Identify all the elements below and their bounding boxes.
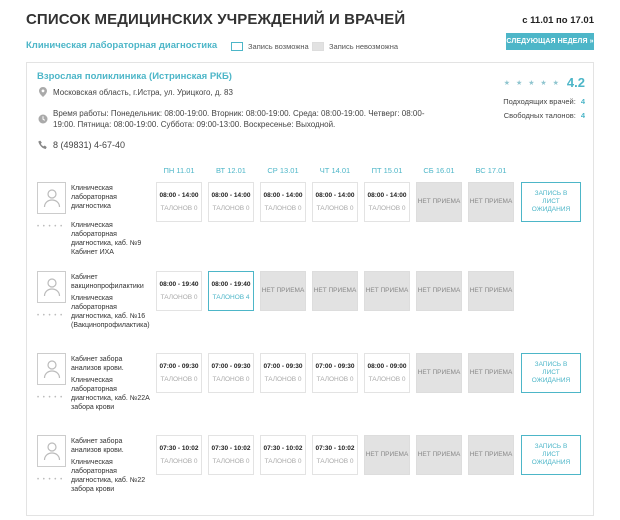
slot-unavailable bbox=[416, 182, 462, 222]
slot-time: 07:00 - 09:30 bbox=[263, 363, 303, 370]
slot-none-label: НЕТ ПРИЕМА bbox=[469, 369, 513, 376]
slot bbox=[156, 271, 202, 311]
slot-time: 08:00 - 14:00 bbox=[367, 192, 407, 199]
slot bbox=[208, 353, 254, 393]
clinic-phone bbox=[37, 140, 125, 150]
doctor-avatar bbox=[37, 182, 66, 214]
doctor-rating-dots: • • • • • bbox=[37, 477, 64, 483]
doctor-rating-dots: • • • • • bbox=[37, 224, 64, 230]
matching-doctors-label: Подходящих врачей: bbox=[503, 97, 576, 106]
slot-unavailable bbox=[312, 271, 358, 311]
doctor-name[interactable]: Кабинет вакцинопрофилактики bbox=[71, 274, 144, 290]
slot bbox=[312, 182, 358, 222]
day-header: ЧТ 14.01 bbox=[319, 166, 351, 175]
slot-unavailable bbox=[416, 435, 462, 475]
location-pin-icon bbox=[37, 87, 49, 97]
slot-unavailable bbox=[468, 271, 514, 311]
slot bbox=[260, 353, 306, 393]
slot-none-label: НЕТ ПРИЕМА bbox=[417, 451, 461, 458]
date-range: с 11.01 по 17.01 bbox=[522, 15, 594, 26]
slot bbox=[312, 435, 358, 475]
slot bbox=[312, 353, 358, 393]
clinic-hours bbox=[37, 108, 437, 130]
slot-time: 07:00 - 09:30 bbox=[315, 363, 355, 370]
slot-time: 08:00 - 19:40 bbox=[211, 281, 251, 288]
clinic-name[interactable]: Взрослая поликлиника (Истринская РКБ) bbox=[37, 71, 232, 82]
slot-none-label: НЕТ ПРИЕМА bbox=[313, 287, 357, 294]
slot-unavailable bbox=[468, 435, 514, 475]
slot-tickets: ТАЛОНОВ 0 bbox=[212, 458, 250, 465]
slot-time: 08:00 - 19:40 bbox=[159, 281, 199, 288]
free-tickets-count: 4 bbox=[580, 111, 585, 120]
user-silhouette-icon bbox=[43, 441, 61, 461]
page-title: СПИСОК МЕДИЦИНСКИХ УЧРЕЖДЕНИЙ И ВРАЧЕЙ bbox=[26, 11, 406, 28]
slot-unavailable bbox=[260, 271, 306, 311]
slot-time: 07:30 - 10:02 bbox=[263, 445, 303, 452]
doctor-avatar bbox=[37, 353, 66, 385]
next-week-button[interactable]: СЛЕДУЮЩАЯ НЕДЕЛЯ » bbox=[506, 33, 594, 50]
slot-tickets: ТАЛОНОВ 0 bbox=[264, 205, 302, 212]
slot-tickets: ТАЛОНОВ 0 bbox=[212, 376, 250, 383]
doctor-avatar bbox=[37, 271, 66, 303]
clinic-card bbox=[26, 62, 594, 516]
slot bbox=[260, 182, 306, 222]
slot-unavailable bbox=[364, 271, 410, 311]
slot-time: 08:00 - 09:00 bbox=[367, 363, 407, 370]
slot-tickets: ТАЛОНОВ 0 bbox=[160, 294, 198, 301]
slot-tickets: ТАЛОНОВ 0 bbox=[160, 458, 198, 465]
specialty-subtitle: Клиническая лабораторная диагностика bbox=[26, 40, 218, 51]
slot bbox=[208, 182, 254, 222]
slot-none-label: НЕТ ПРИЕМА bbox=[365, 287, 409, 294]
free-tickets-stat bbox=[504, 111, 585, 120]
matching-doctors-count: 4 bbox=[580, 97, 585, 106]
day-header: ВТ 12.01 bbox=[216, 166, 246, 175]
slot bbox=[156, 353, 202, 393]
slot-none-label: НЕТ ПРИЕМА bbox=[365, 451, 409, 458]
legend-available bbox=[231, 42, 309, 51]
slot-tickets: ТАЛОНОВ 0 bbox=[264, 376, 302, 383]
rating bbox=[504, 75, 585, 90]
doctor-row bbox=[27, 435, 595, 515]
slot-unavailable bbox=[416, 271, 462, 311]
slot-time: 07:00 - 09:30 bbox=[211, 363, 251, 370]
rating-stars: ★ ★ ★ ★ ★ bbox=[503, 79, 561, 87]
slot-time: 07:30 - 10:02 bbox=[315, 445, 355, 452]
day-header: СБ 16.01 bbox=[423, 166, 455, 175]
doctor-department: Клиническая лабораторная диагностика, каб. №16 (Вакцинопрофилактика) bbox=[71, 295, 150, 329]
day-header: ПТ 15.01 bbox=[371, 166, 403, 175]
slot-none-label: НЕТ ПРИЕМА bbox=[417, 369, 461, 376]
clock-icon bbox=[37, 108, 49, 130]
slot-time: 07:00 - 09:30 bbox=[159, 363, 199, 370]
slot-tickets: ТАЛОНОВ 0 bbox=[316, 205, 354, 212]
slot-tickets: ТАЛОНОВ 0 bbox=[368, 376, 406, 383]
doctor-department: Клиническая лабораторная диагностика, каб. №22 забора крови bbox=[71, 459, 146, 493]
slot bbox=[364, 353, 410, 393]
slot-time: 08:00 - 14:00 bbox=[315, 192, 355, 199]
slot-unavailable bbox=[416, 353, 462, 393]
slot bbox=[364, 182, 410, 222]
slot-tickets: ТАЛОНОВ 4 bbox=[212, 294, 250, 301]
matching-doctors-stat bbox=[503, 97, 585, 106]
slot-unavailable bbox=[468, 353, 514, 393]
doctor-department: Клиническая лабораторная диагностика, каб. №22А забора крови bbox=[71, 377, 150, 411]
slot-none-label: НЕТ ПРИЕМА bbox=[417, 287, 461, 294]
slot-unavailable bbox=[468, 182, 514, 222]
slot-none-label: НЕТ ПРИЕМА bbox=[261, 287, 305, 294]
slot-time: 08:00 - 14:00 bbox=[211, 192, 251, 199]
slot bbox=[156, 435, 202, 475]
day-header: ВС 17.01 bbox=[475, 166, 507, 175]
slot-time: 07:30 - 10:02 bbox=[211, 445, 251, 452]
clinic-address bbox=[37, 87, 233, 97]
slot-tickets: ТАЛОНОВ 0 bbox=[264, 458, 302, 465]
slot-available[interactable] bbox=[208, 271, 254, 311]
legend-available-label: Запись возможна bbox=[248, 42, 309, 51]
user-silhouette-icon bbox=[43, 277, 61, 297]
legend-unavailable-swatch bbox=[312, 42, 324, 51]
slot-time: 08:00 - 14:00 bbox=[263, 192, 303, 199]
user-silhouette-icon bbox=[43, 359, 61, 379]
legend-unavailable bbox=[312, 42, 398, 51]
doctor-rating-dots: • • • • • bbox=[37, 313, 64, 319]
slot-tickets: ТАЛОНОВ 0 bbox=[212, 205, 250, 212]
doctor-name[interactable]: Клиническая лабораторная диагностика bbox=[71, 185, 117, 210]
slot-time: 07:30 - 10:02 bbox=[159, 445, 199, 452]
legend-unavailable-label: Запись невозможна bbox=[329, 42, 399, 51]
doctor-row bbox=[27, 271, 595, 351]
user-silhouette-icon bbox=[43, 188, 61, 208]
slot-tickets: ТАЛОНОВ 0 bbox=[160, 376, 198, 383]
slot-time: 08:00 - 14:00 bbox=[159, 192, 199, 199]
slot bbox=[260, 435, 306, 475]
doctor-name[interactable]: Кабинет забора анализов крови. bbox=[71, 356, 124, 372]
slot-none-label: НЕТ ПРИЕМА bbox=[417, 198, 461, 205]
slot-tickets: ТАЛОНОВ 0 bbox=[316, 376, 354, 383]
free-tickets-label: Свободных талонов: bbox=[503, 111, 576, 120]
doctor-row bbox=[27, 353, 595, 433]
waitlist-button[interactable]: ЗАПИСЬ В ЛИСТ ОЖИДАНИЯ bbox=[521, 435, 581, 475]
slot-tickets: ТАЛОНОВ 0 bbox=[160, 205, 198, 212]
doctor-name[interactable]: Кабинет забора анализов крови. bbox=[71, 438, 124, 454]
slot-none-label: НЕТ ПРИЕМА bbox=[469, 198, 513, 205]
slot bbox=[208, 435, 254, 475]
waitlist-button[interactable]: ЗАПИСЬ В ЛИСТ ОЖИДАНИЯ bbox=[521, 182, 581, 222]
slot-tickets: ТАЛОНОВ 0 bbox=[368, 205, 406, 212]
doctor-department: Клиническая лабораторная диагностика, каб. №9 Кабинет ИХА bbox=[71, 222, 142, 256]
slot-unavailable bbox=[364, 435, 410, 475]
slot bbox=[156, 182, 202, 222]
slot-none-label: НЕТ ПРИЕМА bbox=[469, 451, 513, 458]
phone-icon bbox=[37, 140, 49, 150]
clinic-hours-text: Время работы: Понедельник: 08:00-19:00. Вторник: 08:00-19:00. Среда: 08:00-19:00. Четверг: 08:00-19:00. Пятница: 08:00-19:00. Суббота: 09:00-13:00. Воскресенье: Выходной. bbox=[53, 109, 425, 129]
rating-value: 4.2 bbox=[566, 75, 585, 90]
slot-none-label: НЕТ ПРИЕМА bbox=[469, 287, 513, 294]
doctor-rating-dots: • • • • • bbox=[37, 395, 64, 401]
day-header: СР 13.01 bbox=[267, 166, 299, 175]
waitlist-button[interactable]: ЗАПИСЬ В ЛИСТ ОЖИДАНИЯ bbox=[521, 353, 581, 393]
slot-tickets: ТАЛОНОВ 0 bbox=[316, 458, 354, 465]
clinic-phone-text[interactable]: 8 (49831) 4-67-40 bbox=[53, 140, 126, 150]
doctor-avatar bbox=[37, 435, 66, 467]
clinic-address-text: Московская область, г.Истра, ул. Урицкого, д. 83 bbox=[53, 87, 233, 97]
day-header: ПН 11.01 bbox=[163, 166, 195, 175]
legend-available-swatch bbox=[231, 42, 243, 51]
doctor-row bbox=[27, 182, 595, 262]
